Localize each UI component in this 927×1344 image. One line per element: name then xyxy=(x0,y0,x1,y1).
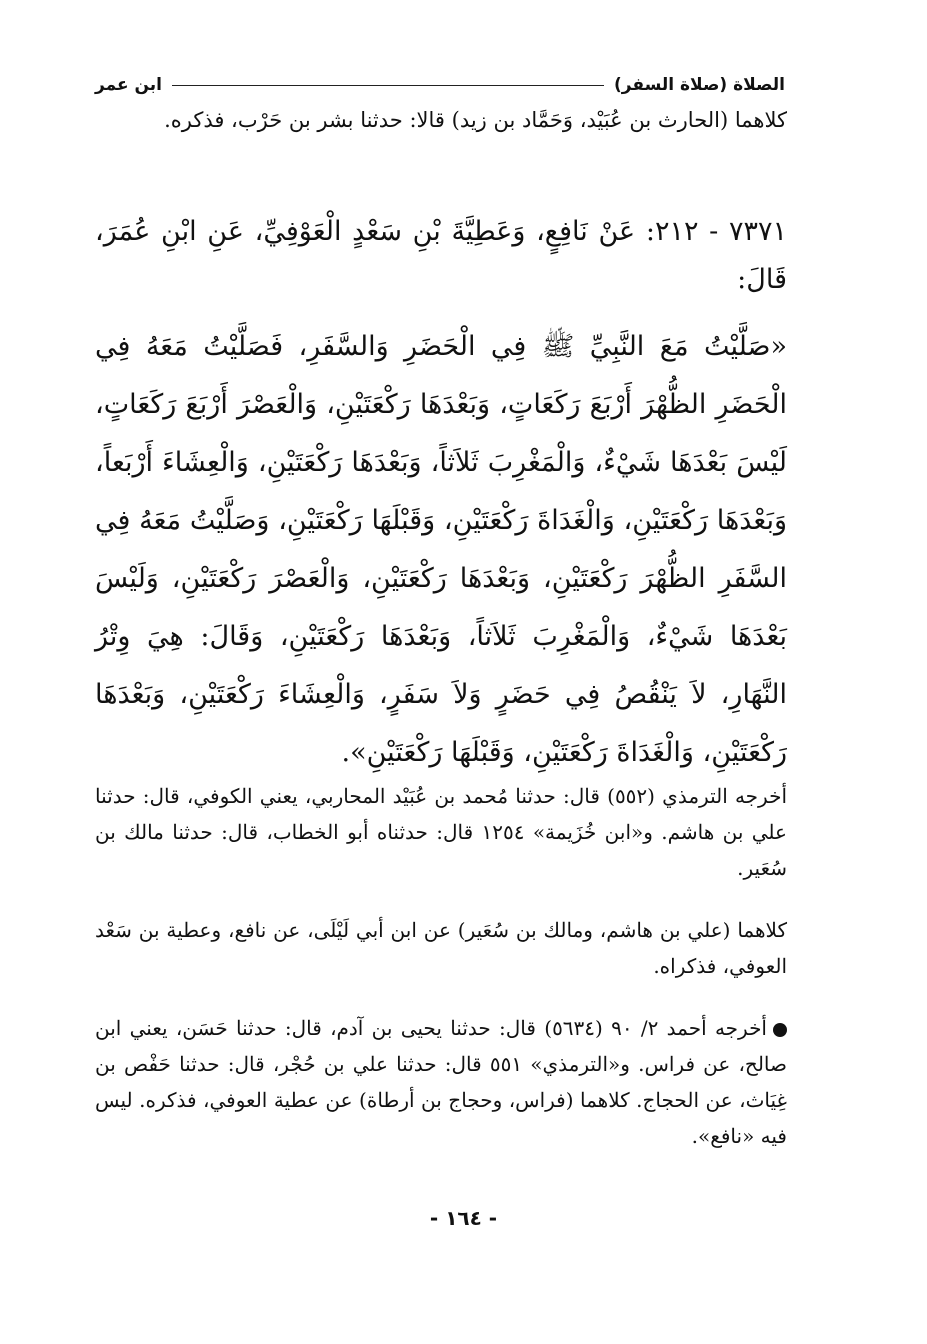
hadith-heading: ٧٣٧١ - ٢١٢: عَنْ نَافِعٍ، وَعَطِيَّةَ بْنِ سَعْدٍ الْعَوْفِيِّ، عَنِ ابْنِ عُمَرَ، قَالَ: xyxy=(95,216,787,295)
takhrij-summary: كلاهما (علي بن هاشم، ومالك بن سُعَير) عن ابن أبي لَيْلَى، عن نافع، وعطية بن سَعْد العوفي، فذكراه. xyxy=(95,918,787,978)
bullet-icon xyxy=(773,1023,787,1037)
paragraph-intro: كلاهما (الحارث بن عُبَيْد، وَحَمَّاد بن زيد) قالا: حدثنا بشر بن حَرْب، فذكره. xyxy=(164,108,787,132)
running-header xyxy=(95,70,785,100)
takhrij-ahmad-text: أخرجه أحمد ٢/ ٩٠ (٥٦٣٤) قال: حدثنا يحيى بن آدم، قال: حدثنا حَسَن، يعني ابن صالح، عن فراس. و«الترمذي» ٥٥١ قال: حدثنا علي بن حُجْر، قال: حدثنا حَفْص بن غِيَاث، عن الحجاج. كلاهما (فراس، وحجاج بن أرطاة) عن عطية العوفي، فذكره. ليس فيه «نافع». xyxy=(95,1016,788,1148)
narrator-name: ابن عمر xyxy=(95,75,163,95)
takhrij-tirmidhi: أخرجه الترمذي (٥٥٢) قال: حدثنا مُحمد بن عُبَيْد المحاربي، يعني الكوفي، قال: حدثنا علي بن هاشم. و«ابن خُزَيمة» ١٢٥٤ قال: حدثناه أبو الخطاب، قال: حدثنا مالك بن سُعَير. xyxy=(95,784,787,880)
chapter-title: الصلاة (صلاة السفر) xyxy=(614,75,785,95)
takhrij-ahmad xyxy=(95,1010,787,1154)
page-number: - ١٦٤ - xyxy=(429,1206,498,1230)
hadith-text: «صَلَّيْتُ مَعَ النَّبِيِّ ﷺ فِي الْحَضَرِ وَالسَّفَرِ، فَصَلَّيْتُ مَعَهُ فِي الْحَضَرِ الظُّهْرَ أَرْبَعَ رَكَعَاتٍ، وَبَعْدَهَا رَكْعَتَيْنِ، وَالْعَصْرَ أَرْبَعَ رَكَعَاتٍ، لَيْسَ بَعْدَهَا شَيْءٌ، وَالْمَغْرِبَ ثَلاَثاً، وَبَعْدَهَا رَكْعَتَيْنِ، وَالْعِشَاءَ أَرْبَعاً، وَبَعْدَهَا رَكْعَتَيْنِ، وَالْغَدَاةَ رَكْعَتَيْنِ، وَقَبْلَهَا رَكْعَتَيْنِ، وَصَلَّيْتُ مَعَهُ فِي السَّفَرِ الظُّهْرَ رَكْعَتَيْنِ، وَبَعْدَهَا رَكْعَتَيْنِ، وَالْعَصْرَ رَكْعَتَيْنِ، وَلَيْسَ بَعْدَهَا شَيْءٌ، وَالْمَغْرِبَ ثَلاَثاً، وَبَعْدَهَا رَكْعَتَيْنِ، وَقَالَ: هِيَ وِتْرُ النَّهَارِ، لاَ يَنْقُصُ فِي حَضَرٍ وَلاَ سَفَرٍ، وَالْعِشَاءَ رَكْعَتَيْنِ، وَبَعْدَهَا رَكْعَتَيْنِ، وَالْغَدَاةَ رَكْعَتَيْنِ، وَقَبْلَهَا رَكْعَتَيْنِ». xyxy=(95,331,787,768)
header-rule xyxy=(172,85,604,86)
